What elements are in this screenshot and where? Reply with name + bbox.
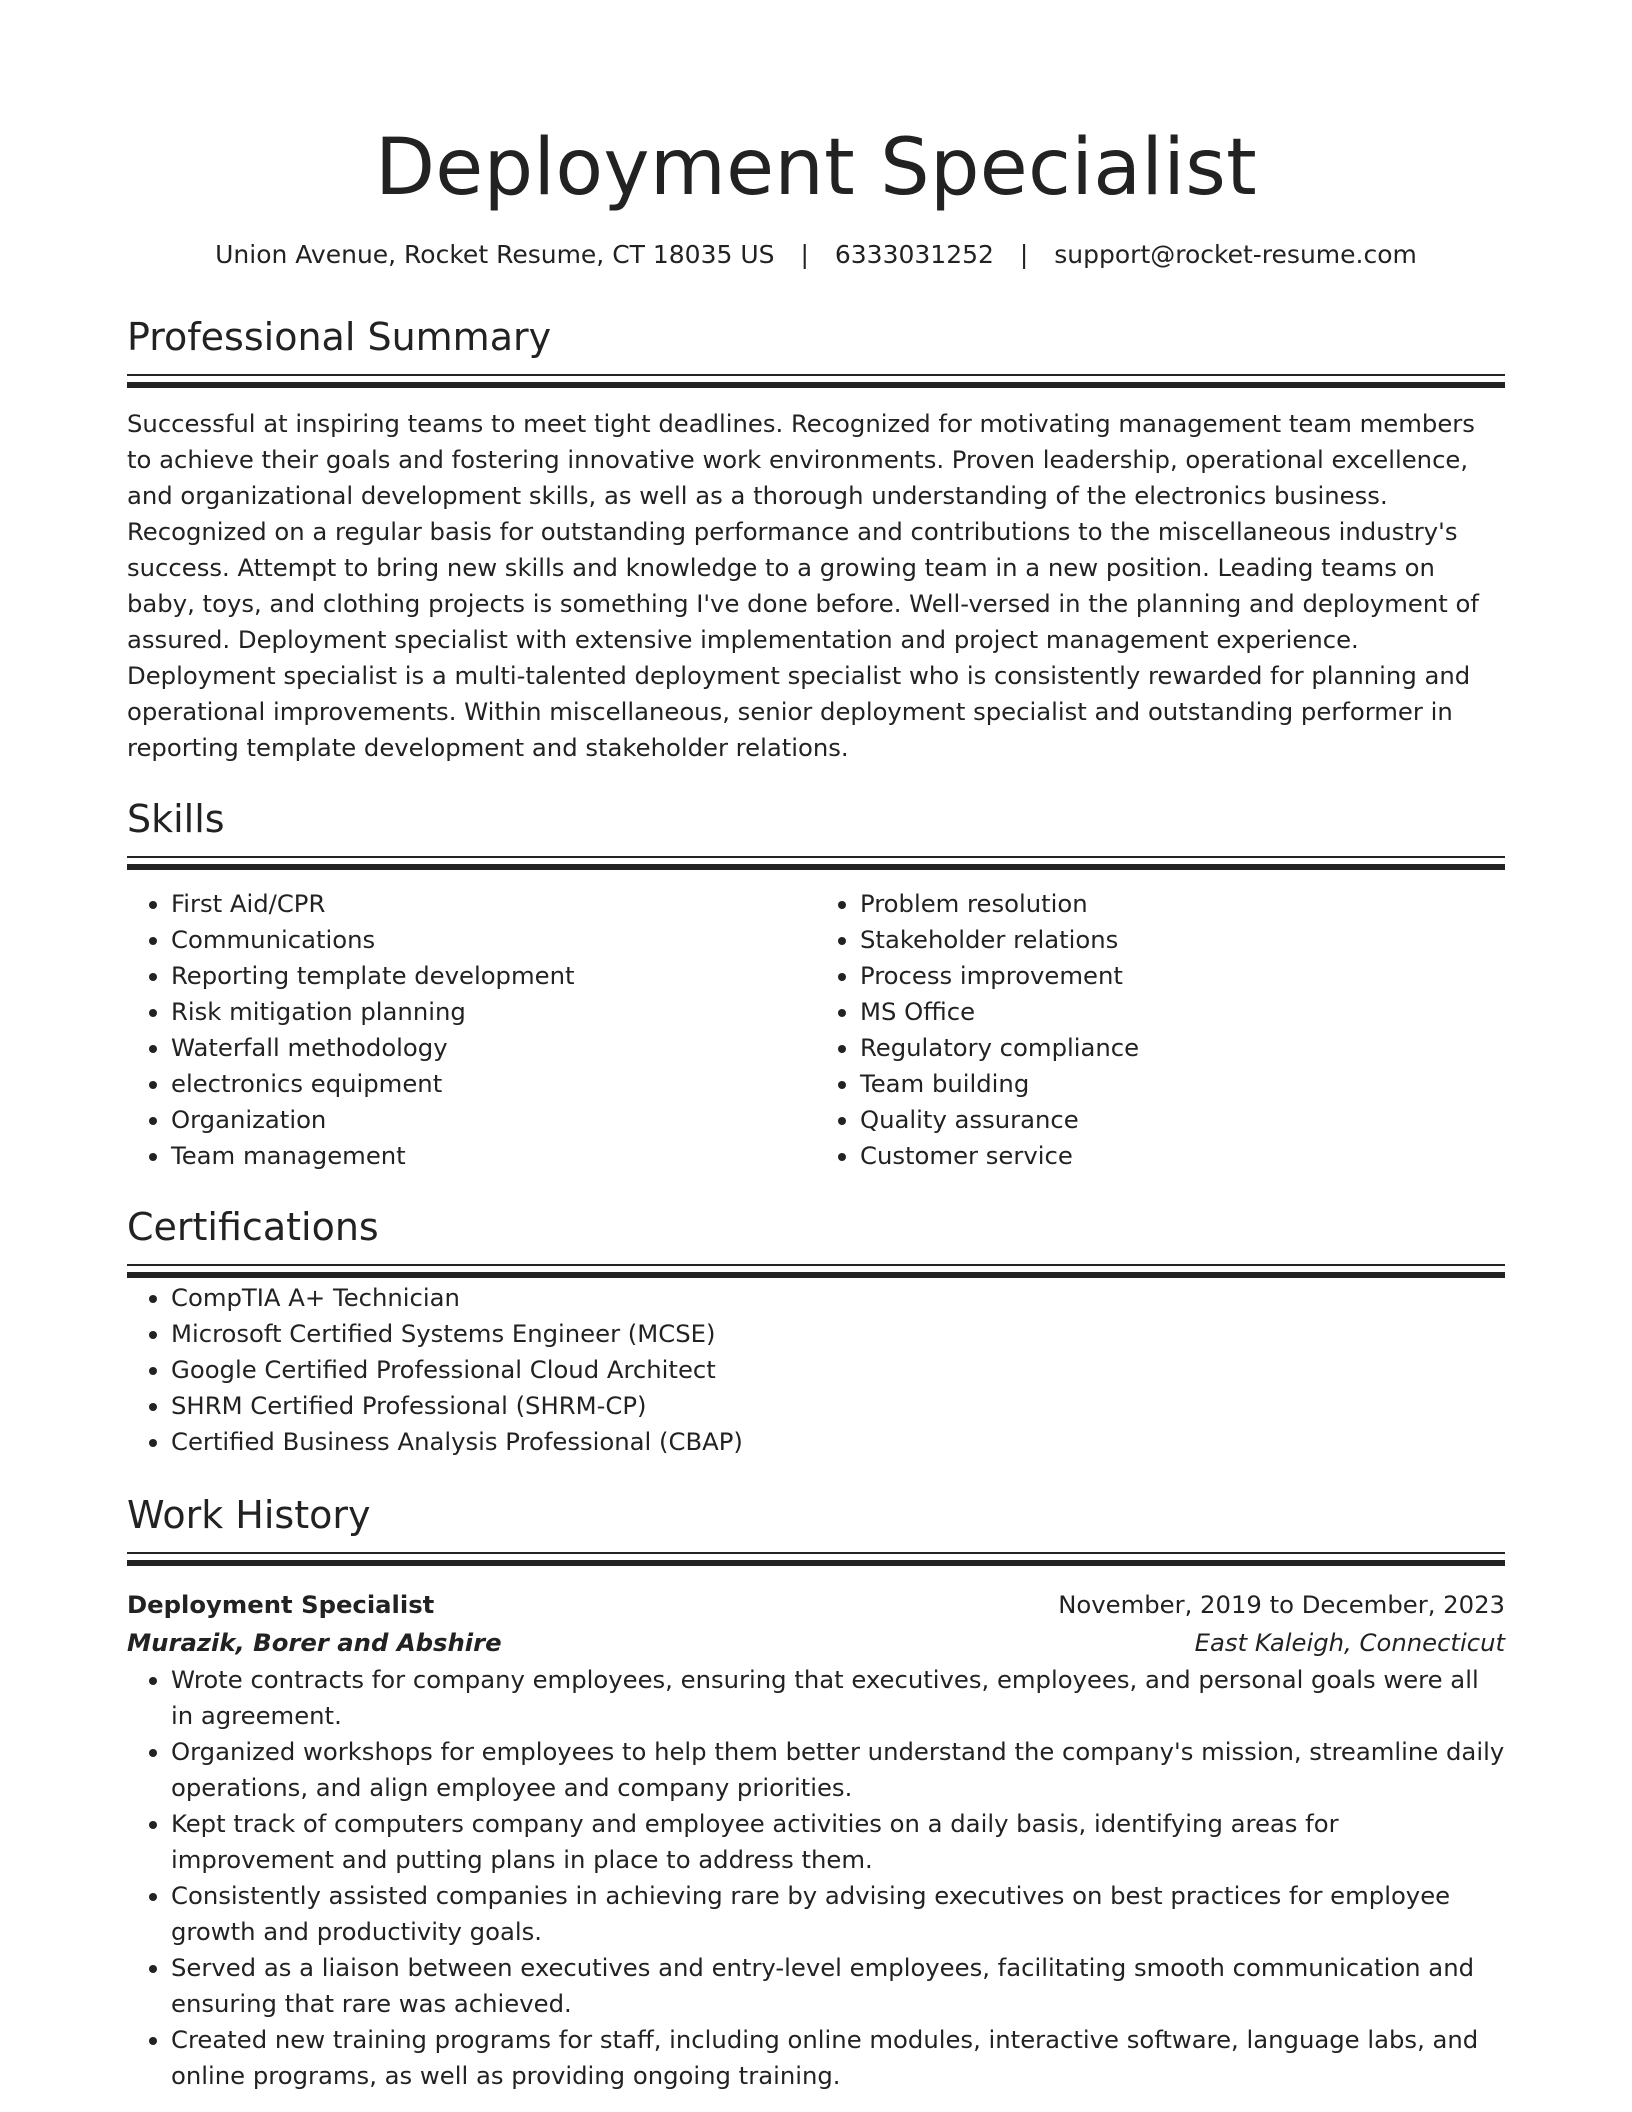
job-dates: November, 2019 to December, 2023 [1058,1590,1505,1619]
skill-item: • electronics equipment [171,1066,816,1102]
skill-item: • Waterfall methodology [171,1030,816,1066]
summary-text: Successful at inspiring teams to meet tight deadlines. Recognized for motivating management team members to achieve their goals and fostering innovative work environments. Proven leadership, operational excellence, and organizational development skills, as well as a thorough understanding of the electronics business. Recognized on a regular basis for outstanding performance and contributions to the miscellaneous industry's success. Attempt to bring new skills and knowledge to a growing team in a new position. Leading teams on baby, toys, and clothing projects is something I've done before. Well-versed in the planning and deployment of assured. Deployment specialist with extensive implementation and project management experience. Deployment specialist is a multi-talented deployment specialist who is consistently rewarded for planning and operational improvements. Within miscellaneous, senior deployment specialist and outstanding performer in reporting template development and stakeholder relations. [127,409,1479,762]
contact-phone: 6333031252 [834,240,994,269]
job-header-left [127,1586,502,1662]
certifications-section [127,1202,1505,1460]
certifications-list [127,1280,1505,1460]
skills-list-right [816,886,1505,1174]
skill-item: • Quality assurance [860,1102,1505,1138]
work-history-section [127,1490,1505,2094]
contact-line [127,238,1505,272]
skill-item: • Problem resolution [860,886,1505,922]
section-divider [127,1552,1505,1568]
section-title-summary: Professional Summary [127,315,552,359]
skill-item: • Team management [171,1138,816,1174]
certification-item: • CompTIA A+ Technician [171,1280,1505,1316]
skill-item: • Process improvement [860,958,1505,994]
skill-item: • Team building [860,1066,1505,1102]
skills-grid [127,886,1505,1174]
section-divider [127,856,1505,872]
contact-email: support@rocket-resume.com [1054,240,1417,269]
contact-separator: | [800,240,809,269]
job-responsibility-item: • Wrote contracts for company employees, ensuring that executives, employees, and personal goals were all in agreement. [171,1662,1505,1734]
candidate-name: Deployment Specialist [374,123,1258,213]
certification-item: • SHRM Certified Professional (SHRM-CP) [171,1388,1505,1424]
certification-item: • Google Certified Professional Cloud Architect [171,1352,1505,1388]
job-responsibility-item: • Organized workshops for employees to help them better understand the company's mission, streamline daily operations, and align employee and company priorities. [171,1734,1505,1806]
job-responsibility-item: • Served as a liaison between executives and entry-level employees, facilitating smooth communication and ensuring that rare was achieved. [171,1950,1505,2022]
skills-column-left [127,886,816,1174]
section-divider [127,374,1505,390]
job-responsibility-item: • Consistently assisted companies in achieving rare by advising executives on best practices for employee growth and productivity goals. [171,1878,1505,1950]
skill-item: • Communications [171,922,816,958]
job-title: Deployment Specialist [127,1590,435,1619]
job-header [127,1586,1505,1662]
skill-item: • Stakeholder relations [860,922,1505,958]
job-entry [127,1586,1505,2094]
skill-item: • Organization [171,1102,816,1138]
job-location: East Kaleigh, Connecticut [1194,1628,1505,1657]
skill-item: • Reporting template development [171,958,816,994]
job-responsibility-item: • Kept track of computers company and employee activities on a daily basis, identifying areas for improvement and putting plans in place to address them. [171,1806,1505,1878]
job-company: Murazik, Borer and Abshire [127,1628,502,1657]
skill-item: • First Aid/CPR [171,886,816,922]
section-title-skills: Skills [127,797,225,841]
section-divider [127,1264,1505,1280]
certification-item: • Microsoft Certified Systems Engineer (MCSE) [171,1316,1505,1352]
certification-item: • Certified Business Analysis Professional (CBAP) [171,1424,1505,1460]
skills-section [127,794,1505,1174]
skill-item: • Customer service [860,1138,1505,1174]
skill-item: • Risk mitigation planning [171,994,816,1030]
section-title-work-history: Work History [127,1493,371,1537]
job-header-right [1058,1586,1505,1662]
contact-address: Union Avenue, Rocket Resume, CT 18035 US [215,240,775,269]
skill-item: • MS Office [860,994,1505,1030]
contact-separator: | [1019,240,1029,269]
job-responsibilities-list [127,1662,1505,2094]
professional-summary-section [127,312,1505,766]
skill-item: • Regulatory compliance [860,1030,1505,1066]
job-responsibility-item: • Created new training programs for staff, including online modules, interactive software, language labs, and online programs, as well as providing ongoing training. [171,2022,1505,2094]
section-title-certifications: Certifications [127,1205,379,1249]
skills-list-left [127,886,816,1174]
skills-column-right [816,886,1505,1174]
